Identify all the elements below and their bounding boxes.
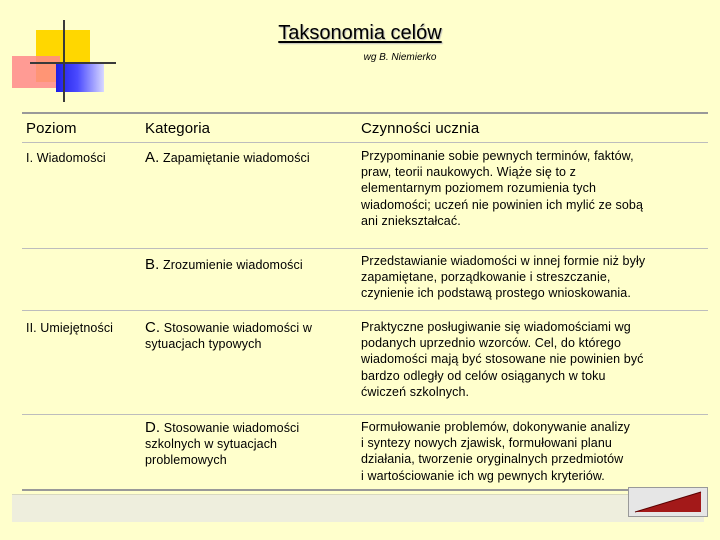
desc-line: Przedstawianie wiadomości w innej formie niż były (361, 254, 646, 268)
desc-line: elementarnym poziomem rozumienia tych (361, 181, 597, 196)
desc-line: i syntezy nowych zjawisk, formułowani planu (361, 436, 612, 451)
row-divider (22, 414, 708, 415)
desc-line: działania, tworzenie oryginalnych przedmiotów (361, 452, 624, 467)
level-cell: II. Umiejętności (26, 321, 114, 335)
activities-cell (361, 148, 643, 229)
slide-subtitle: wg B. Niemierko (363, 52, 437, 63)
desc-line: Praktyczne posługiwanie się wiadomościami wg (361, 320, 631, 334)
desc-line: podanych uprzednio wzorców. Cel, do którego (361, 336, 622, 351)
row-divider (22, 248, 708, 249)
desc-line: wiadomości mają być stosowane nie powinien być (361, 352, 644, 367)
decor-red-square (12, 56, 60, 88)
category-letter: B. (145, 256, 160, 273)
level-cell: I. Wiadomości (26, 151, 106, 165)
taxonomy-table (22, 112, 708, 491)
footer-bar (12, 494, 704, 522)
category-letter: A. (145, 149, 160, 166)
header-activities: Czynności ucznia (361, 120, 480, 137)
header-category: Kategoria (145, 120, 211, 137)
category-text: Stosowanie wiadomości (163, 421, 300, 435)
desc-line: ćwiczeń szkolnych. (361, 384, 470, 399)
activities-cell (361, 319, 644, 400)
category-text: sytuacjach typowych (145, 337, 262, 351)
category-cell (145, 420, 299, 468)
category-text: Zrozumienie wiadomości (162, 258, 303, 272)
desc-line: Przypominanie sobie pewnych terminów, faktów, (361, 149, 634, 163)
category-cell (145, 320, 312, 352)
desc-line: czynienie ich podstawą prostego wnioskowania. (361, 286, 631, 301)
category-cell (145, 257, 303, 273)
slide-title: Taksonomia celów (278, 22, 442, 44)
activities-cell (361, 253, 645, 302)
category-text: Zapamiętanie wiadomości (162, 151, 310, 165)
category-text: szkolnych w sytuacjach (145, 437, 278, 451)
category-text: problemowych (145, 453, 227, 467)
desc-line: ani zniekształcać. (361, 213, 461, 228)
desc-line: zapamiętane, porządkowanie i streszczanie, (361, 270, 611, 285)
decor-horizontal-line (30, 62, 116, 64)
row-divider (22, 310, 708, 311)
header-level: Poziom (26, 120, 77, 137)
category-text: Stosowanie wiadomości w (163, 321, 312, 335)
desc-line: Formułowanie problemów, dokonywanie analizy (361, 420, 631, 434)
desc-line: wiadomości; uczeń nie powinien ich mylić ze sobą (361, 197, 644, 212)
row-divider (22, 142, 708, 143)
desc-line: bardzo odległy od celów osiąganych w toku (361, 368, 606, 383)
category-letter: C. (145, 319, 161, 336)
activities-cell (361, 419, 630, 484)
desc-line: praw, teorii naukowych. Wiąże się to z (361, 165, 576, 180)
slide-nav-icon (629, 488, 707, 516)
category-cell (145, 150, 310, 166)
desc-line: i wartościowanie ich wg pewnych kryteriów. (361, 468, 605, 483)
category-letter: D. (145, 419, 161, 436)
slide-nav-button[interactable] (628, 487, 708, 517)
